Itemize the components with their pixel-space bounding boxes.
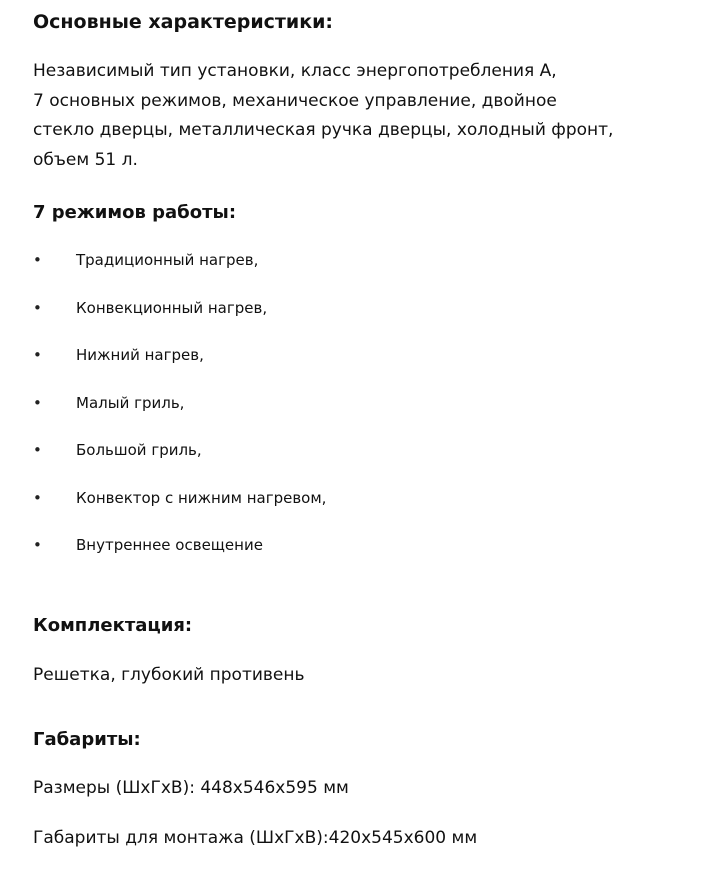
mode-label: Большой гриль, xyxy=(76,441,202,459)
dimensions-heading: Габариты: xyxy=(33,729,141,750)
mode-label: Конвектор с нижним нагревом, xyxy=(76,488,327,507)
specs-intro xyxy=(33,57,703,175)
dimensions-mounting: Габариты для монтажа (ШхГхВ):420x545x600 мм xyxy=(33,828,478,848)
bullet-icon: • xyxy=(33,536,42,554)
mode-label: Внутреннее освещение xyxy=(76,536,263,554)
bullet-icon: • xyxy=(33,298,42,317)
mode-label: Традиционный нагрев, xyxy=(76,251,259,269)
mode-label: Конвекционный нагрев, xyxy=(76,298,268,317)
bullet-icon: • xyxy=(33,441,42,459)
dimensions-size: Размеры (ШхГхВ): 448x546x595 мм xyxy=(33,778,349,798)
bullet-icon: • xyxy=(33,393,42,412)
modes-heading: 7 режимов работы: xyxy=(33,202,237,223)
mode-label: Нижний нагрев, xyxy=(76,346,204,364)
specs-intro-line: 7 основных режимов, механическое управление, двойное xyxy=(33,90,557,111)
bullet-icon: • xyxy=(33,488,42,507)
specs-intro-line: объем 51 л. xyxy=(33,149,138,170)
specs-intro-line: стекло дверцы, металлическая ручка дверцы, холодный фронт, xyxy=(33,120,614,140)
kit-text: Решетка, глубокий противень xyxy=(33,665,305,685)
mode-label: Малый гриль, xyxy=(76,393,185,412)
specs-heading: Основные характеристики: xyxy=(33,11,334,33)
bullet-icon: • xyxy=(33,346,42,364)
bullet-icon: • xyxy=(33,251,42,269)
kit-heading: Комплектация: xyxy=(33,615,193,636)
specs-intro-line: Независимый тип установки, класс энергопотребления А, xyxy=(33,61,557,81)
